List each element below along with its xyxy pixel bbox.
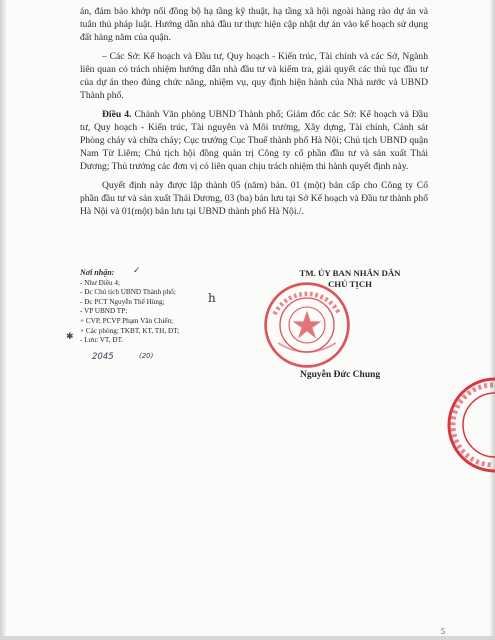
recipient-item: + Các phòng: TKBT, KT, TH, ĐT;: [80, 326, 180, 335]
paragraph-article-4: [80, 108, 428, 173]
handwritten-initial-mark: h: [208, 291, 216, 305]
paragraph-2: – Các Sở: Kế hoạch và Đầu tư, Quy hoạch - Kiến trúc, Tài chính và các Sở, Ngành liên quan có trách nhiệm hướng dẫn nhà đầu tư và kiểm tra, giải quyết các thủ tục đầu tư của dự án theo đúng chức năng, nhiệm vụ, quy định hiện hành của Nhà nước và UBND Thành phố.: [80, 51, 428, 101]
signature-organization: TM. ỦY BAN NHÂN DÂN: [299, 268, 401, 278]
body-text: [80, 5, 428, 224]
handwritten-number: 2045: [92, 352, 114, 362]
scan-edge-right: [490, 0, 495, 640]
signature-position: CHỦ TỊCH: [327, 279, 373, 289]
recipient-item: - Lưu: VT, ĐT.: [80, 336, 124, 345]
paragraph-1: án, đảm bảo khớp nối đồng bộ hạ tầng kỹ thuật, hạ tầng xã hội ngoài hàng rào dự án và tuân thủ pháp luật. Hướng dẫn nhà đầu tư thực hiện cập nhật dự án vào kế hoạch sử dụng đất hàng năm của quận.: [80, 6, 428, 43]
page-number: 5: [441, 627, 445, 636]
recipient-item: - Đc PCT Nguyễn Thế Hùng;: [80, 297, 165, 306]
recipients-block: [80, 268, 250, 346]
recipient-item: - Như Điều 4;: [80, 278, 121, 287]
signer-name: Nguyễn Đức Chung: [300, 370, 381, 380]
scan-edge-bottom: [0, 636, 495, 640]
partial-seal-icon: [433, 375, 495, 475]
article-4-text: Chánh Văn phòng UBND Thành phố; Giám đốc các Sở: Kế hoạch và Đầu tư, Quy hoạch - Kiến trúc, Tài nguyên và Môi trường, Xây dựng, Tài chính, Cảnh sát Phòng cháy và chữa cháy; Cục trưởng Cục Thuế thành phố Hà Nội; Chủ tịch UBND quận Nam Từ Liêm; Chủ tịch hội đồng quản trị Công ty cổ phần đầu tư và sản xuất Thái Dương; Thủ trưởng các đơn vị có liên quan chịu trách nhiệm thi hành quyết định này.: [80, 109, 428, 172]
official-seal-icon: [262, 280, 352, 370]
star-mark-icon: ✱: [66, 331, 74, 341]
check-mark-icon: ✓: [133, 265, 141, 275]
paragraph-copies: Quyết định này được lập thành 05 (năm) bản. 01 (một) bản cấp cho Công ty Cổ phần đầu tư và sản xuất Thái Dương, 03 (ba) bản lưu tại Sở Kế hoạch và Đầu tư thành phố Hà Nội và 01(một) bản lưu tại UBND thành phố Hà Nội./.: [80, 180, 428, 217]
handwritten-code: (20): [139, 352, 154, 360]
recipient-item: - VP UBND TP:: [80, 307, 128, 316]
recipient-item: + CVP, PCVP Phạm Văn Chiến;: [80, 316, 174, 325]
recipient-item: - Đc Chủ tịch UBND Thành phố;: [80, 288, 176, 297]
recipients-heading: Nơi nhận:: [80, 268, 115, 277]
article-4-title: Điều 4.: [102, 109, 132, 120]
scan-edge-left: [0, 0, 6, 640]
